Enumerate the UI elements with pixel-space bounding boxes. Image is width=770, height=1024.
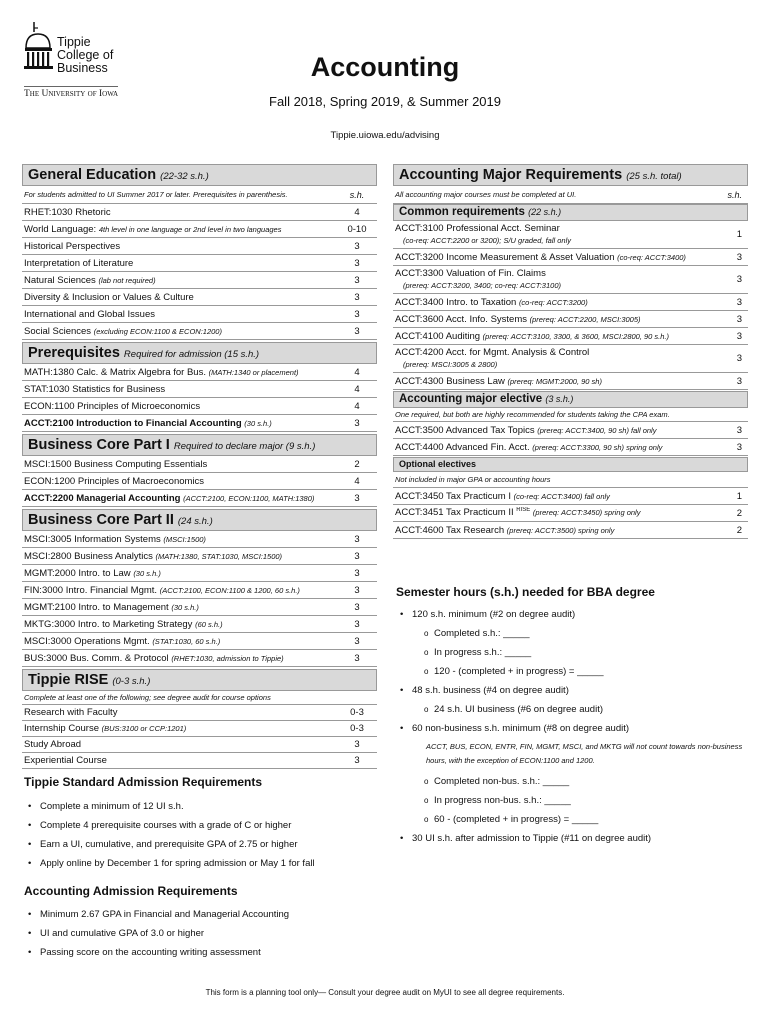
course-cell [22, 384, 337, 395]
course-row [393, 249, 748, 266]
elective-note: One required, but both are highly recommended for students taking the CPA exam. [395, 410, 670, 419]
course-row [22, 548, 377, 565]
course-note: (ACCT:2100, ECON:1100, MATH:1380) [183, 493, 315, 503]
sh-value: 3 [736, 424, 742, 436]
course-row [393, 522, 748, 539]
sh-value: 3 [354, 291, 360, 303]
course-name: ACCT:4100 Auditing [395, 330, 481, 342]
sh-value: 3 [354, 492, 360, 504]
course-cell [22, 755, 337, 766]
sh-value: 3 [354, 739, 360, 750]
course-note: (co-req: ACCT:3400) [617, 252, 686, 262]
course-note: (60 s.h.) [195, 619, 223, 629]
course-name: ECON:1200 Principles of Macroeconomics [24, 475, 205, 487]
course-name: MGMT:2000 Intro. to Law [24, 567, 131, 579]
course-note: (30 s.h.) [244, 418, 272, 428]
course-cell [22, 602, 337, 613]
course-row [393, 505, 748, 522]
course-name: ACCT:3600 Acct. Info. Systems [395, 313, 527, 325]
acct-admission-list [24, 905, 289, 962]
course-row [22, 582, 377, 599]
course-cell [22, 707, 337, 718]
major-title: Accounting Major Requirements [399, 167, 623, 183]
admission-title: Tippie Standard Admission Requirements [24, 775, 263, 789]
semester-subitem: o In progress non-bus. s.h.: _____ [396, 791, 756, 810]
course-name: ACCT:3300 Valuation of Fin. Claims [395, 267, 546, 279]
gen-ed-sub: (22-32 s.h.) [160, 171, 209, 182]
course-cell [22, 476, 337, 487]
course-cell [393, 507, 708, 518]
common-title: Common requirements [399, 206, 525, 218]
sh-value: 3 [354, 325, 360, 337]
course-row [22, 565, 377, 582]
sh-label: s.h. [349, 189, 365, 200]
sh-value: 3 [736, 353, 742, 364]
course-row [393, 221, 748, 249]
course-cell [393, 442, 708, 453]
optional-note: Not included in major GPA or accounting hours [395, 475, 551, 484]
course-cell [22, 258, 337, 269]
course-cell [22, 534, 337, 545]
gen-ed-title: General Education [28, 167, 157, 183]
core1-header [22, 434, 377, 456]
course-cell [22, 619, 337, 630]
course-cell [22, 723, 337, 734]
course-name: Research with Faculty [24, 707, 118, 718]
course-row [22, 204, 377, 221]
course-row [393, 294, 748, 311]
sh-value: 3 [354, 257, 360, 269]
course-name: MKTG:3000 Intro. to Marketing Strategy [24, 618, 193, 630]
course-name: ACCT:3450 Tax Practicum I [395, 490, 511, 502]
course-row [22, 415, 377, 432]
sh-value: 3 [354, 417, 360, 429]
course-cell [22, 551, 337, 562]
course-name: Historical Perspectives [24, 240, 121, 252]
course-row [22, 753, 377, 769]
course-row [22, 473, 377, 490]
major-sub: (25 s.h. total) [626, 171, 682, 182]
gen-ed-header [22, 164, 377, 186]
semester-subitem: o In progress s.h.: _____ [396, 643, 756, 662]
course-note: (30 s.h.) [171, 602, 199, 612]
course-name: ACCT:3200 Income Measurement & Asset Valuation [395, 251, 615, 263]
semester-subitem: o 60 - (completed + in progress) = _____ [396, 810, 756, 829]
course-name: Interpretation of Literature [24, 257, 134, 269]
core2-sub: (24 s.h.) [177, 516, 213, 527]
sh-value: 3 [354, 755, 360, 766]
sh-value: 3 [354, 550, 360, 562]
course-cell [22, 739, 337, 750]
sh-value: 3 [354, 584, 360, 596]
course-cell [393, 314, 708, 325]
sh-value: 4 [354, 400, 360, 412]
course-note: (lab not required) [98, 275, 156, 285]
advising-website[interactable]: Tippie.uiowa.edu/advising [330, 130, 440, 141]
course-cell [393, 525, 708, 536]
course-cell [22, 309, 337, 320]
course-row [22, 398, 377, 415]
course-cell [22, 326, 337, 337]
course-row [22, 737, 377, 753]
semester-list [396, 605, 756, 848]
gen-ed-note: For students admitted to UI Summer 2017 or later. Prerequisites in parenthesis. [24, 190, 288, 199]
course-cell [22, 401, 337, 412]
elective-header [393, 391, 748, 408]
course-row [22, 306, 377, 323]
sh-value: 1 [736, 229, 742, 240]
terms-subtitle: Fall 2018, Spring 2019, & Summer 2019 [269, 94, 501, 109]
sh-value: 3 [354, 652, 360, 664]
course-note: 4th level in one language or 2nd level in two languages [98, 224, 282, 234]
semester-subitem: o 120 - (completed + in progress) = _____ [396, 662, 756, 681]
elective-note-row [393, 408, 748, 422]
course-note: (co-req: ACCT:2200 or 3200); S/U graded, fall only [403, 235, 571, 245]
course-cell [22, 418, 337, 429]
requirement-item: • Minimum 2.67 GPA in Financial and Managerial Accounting [24, 905, 289, 924]
core2-header [22, 509, 377, 531]
course-note: (prereq: ACCT:3400, 90 sh) fall only [537, 425, 657, 435]
course-name: ACCT:4300 Business Law [395, 375, 505, 387]
course-note: (RHET:1030, admission to Tippie) [171, 653, 284, 663]
course-row [22, 221, 377, 238]
course-note: (MSCI:1500) [163, 534, 206, 544]
sh-value: 3 [736, 296, 742, 308]
course-name: ACCT:4400 Advanced Fin. Acct. [395, 441, 530, 453]
semester-item: • 60 non-business s.h. minimum (#8 on degree audit) [396, 719, 756, 738]
course-name: MSCI:1500 Business Computing Essentials [24, 458, 208, 470]
course-cell [22, 207, 337, 218]
requirement-item: • Complete 4 prerequisite courses with a grade of C or higher [24, 816, 315, 835]
course-name: MGMT:2100 Intro. to Management [24, 601, 169, 613]
course-note: (STAT:1030, 60 s.h.) [152, 636, 221, 646]
course-name: MSCI:2800 Business Analytics [24, 550, 153, 562]
course-cell [22, 585, 337, 596]
course-cell [22, 636, 337, 647]
course-name: Internship Course [24, 723, 99, 734]
course-name: World Language: [24, 223, 97, 235]
course-row [22, 289, 377, 306]
course-note: (prereq: ACCT:3500) spring only [506, 525, 615, 535]
sh-value: 3 [354, 308, 360, 320]
sh-value: 2 [354, 458, 360, 470]
major-header [393, 164, 748, 186]
course-cell [393, 252, 708, 263]
course-row [22, 323, 377, 340]
course-note: (co-req: ACCT:3200) [518, 297, 588, 307]
course-cell [393, 347, 708, 371]
course-note: (prereq: MGMT:2000, 90 sh) [507, 376, 602, 386]
right-column [393, 164, 748, 539]
course-row [22, 238, 377, 255]
course-name: ACCT:2100 Introduction to Financial Accounting [24, 417, 242, 429]
course-name: STAT:1030 Statistics for Business [24, 383, 166, 395]
course-row [22, 633, 377, 650]
sh-value: 2 [736, 507, 742, 519]
sh-value: 3 [354, 618, 360, 630]
sh-value: 3 [354, 240, 360, 252]
footer-note: This form is a planning tool only— Consult your degree audit on MyUI to see all degree requirements. [205, 988, 565, 997]
course-cell [393, 376, 708, 387]
course-cell [22, 493, 337, 504]
course-name: ACCT:3451 Tax Practicum II [395, 507, 514, 519]
semester-subitem: o 24 s.h. UI business (#6 on degree audit) [396, 700, 756, 719]
course-cell [22, 568, 337, 579]
course-cell [393, 223, 708, 247]
course-name: Diversity & Inclusion or Values & Culture [24, 291, 194, 303]
course-name: ACCT:4600 Tax Research [395, 524, 505, 536]
course-name: Study Abroad [24, 739, 82, 750]
logo-line-1: Tippie [57, 35, 91, 49]
course-cell [22, 367, 337, 378]
course-note: (excluding ECON:1100 & ECON:1200) [93, 326, 222, 336]
semester-item: • 48 s.h. business (#4 on degree audit) [396, 681, 756, 700]
elective-sub: (3 s.h.) [545, 394, 574, 404]
course-row [22, 721, 377, 737]
course-name: ACCT:2200 Managerial Accounting [24, 492, 181, 504]
semester-item: • 120 s.h. minimum (#2 on degree audit) [396, 605, 756, 624]
course-note: (prereq: ACCT:3300, 90 sh) spring only [532, 442, 663, 452]
sh-value: 3 [736, 441, 742, 453]
course-row [22, 456, 377, 473]
course-name: ECON:1100 Principles of Microeconomics [24, 400, 201, 412]
course-note: (prereq: ACCT:3200, 3400; co-req: ACCT:3100) [403, 280, 561, 290]
course-cell [22, 459, 337, 470]
course-row [22, 381, 377, 398]
course-row [393, 488, 748, 505]
left-column [22, 164, 377, 769]
prereq-title: Prerequisites [28, 345, 120, 361]
core1-sub: Required to declare major (9 s.h.) [173, 441, 316, 452]
course-row [22, 616, 377, 633]
course-note: (BUS:3100 or CCP:1201) [101, 724, 187, 733]
course-row [22, 255, 377, 272]
sh-value: 4 [354, 206, 360, 218]
sh-value: 1 [736, 490, 742, 502]
elective-title: Accounting major elective [399, 393, 543, 405]
sh-value: 3 [736, 313, 742, 325]
course-name: Social Sciences [24, 325, 92, 337]
logo-line-2: College of [57, 48, 114, 62]
rise-superscript: RISE [516, 507, 531, 514]
course-name: MATH:1380 Calc. & Matrix Algebra for Bus. [24, 366, 206, 378]
requirement-item: • Complete a minimum of 12 UI s.h. [24, 797, 315, 816]
sh-value: 3 [354, 533, 360, 545]
course-cell [393, 331, 708, 342]
course-row [22, 599, 377, 616]
logo-line-3: Business [57, 61, 108, 75]
sh-value: 4 [354, 366, 360, 378]
requirement-item: • UI and cumulative GPA of 3.0 or higher [24, 924, 289, 943]
course-row [22, 531, 377, 548]
course-row [22, 364, 377, 381]
course-row [393, 373, 748, 390]
rise-note: Complete at least one of the following; see degree audit for course options [24, 693, 271, 702]
admission-list [24, 797, 315, 873]
course-name: MSCI:3000 Operations Mgmt. [24, 635, 150, 647]
course-row [393, 328, 748, 345]
requirement-item: • Earn a UI, cumulative, and prerequisite GPA of 2.75 or higher [24, 835, 315, 854]
major-note-row [393, 186, 748, 204]
course-name: Natural Sciences [24, 274, 96, 286]
semester-subitem: o Completed non-bus. s.h.: _____ [396, 772, 756, 791]
semester-item: • 30 UI s.h. after admission to Tippie (#11 on degree audit) [396, 829, 756, 848]
course-note: (prereq: ACCT:3100, 3300, & 3600, MSCI:2800, 90 s.h.) [482, 331, 670, 341]
course-note: (ACCT:2100, ECON:1100 & 1200, 60 s.h.) [159, 585, 300, 595]
course-cell [22, 275, 337, 286]
course-note: (co-req: ACCT:3400) fall only [513, 491, 610, 501]
course-name: ACCT:3400 Intro. to Taxation [395, 296, 517, 308]
course-row [393, 311, 748, 328]
course-cell [393, 268, 708, 292]
sh-value: 2 [736, 524, 742, 536]
course-row [22, 705, 377, 721]
course-cell [393, 297, 708, 308]
page-title: Accounting [310, 52, 460, 82]
prereq-header [22, 342, 377, 364]
requirement-item: • Passing score on the accounting writing assessment [24, 943, 289, 962]
course-note: (MATH:1340 or placement) [208, 367, 299, 377]
rise-note-row [22, 691, 377, 705]
course-row [393, 439, 748, 456]
semester-subitem: o Completed s.h.: _____ [396, 624, 756, 643]
sh-value: 3 [354, 635, 360, 647]
sh-value: 0-3 [350, 723, 364, 734]
core1-title: Business Core Part I [28, 437, 170, 453]
course-name: ACCT:4200 Acct. for Mgmt. Analysis & Control [395, 346, 590, 358]
rise-title: Tippie RISE [28, 672, 109, 688]
course-note: (prereq: ACCT:3450) spring only [532, 508, 641, 518]
course-row [22, 490, 377, 507]
course-row [393, 266, 748, 294]
acct-admission-title: Accounting Admission Requirements [24, 884, 238, 898]
course-cell [22, 241, 337, 252]
course-note: (MATH:1380, STAT:1030, MSCI:1500) [155, 551, 283, 561]
gen-ed-note-row [22, 186, 377, 204]
rise-sub: (0-3 s.h.) [112, 676, 151, 687]
sh-value: 4 [354, 383, 360, 395]
major-note: All accounting major courses must be completed at UI. [395, 190, 577, 199]
common-header [393, 204, 748, 221]
course-row [393, 422, 748, 439]
rise-header [22, 669, 377, 691]
course-name: MSCI:3005 Information Systems [24, 533, 161, 545]
course-name: Experiential Course [24, 755, 107, 766]
sh-value: 3 [736, 330, 742, 342]
course-name: RHET:1030 Rhetoric [24, 206, 111, 218]
course-row [22, 650, 377, 667]
course-name: FIN:3000 Intro. Financial Mgmt. [24, 584, 158, 596]
course-note: (30 s.h.) [133, 568, 161, 578]
major-sh-label: s.h. [727, 189, 742, 200]
course-row [393, 345, 748, 373]
course-name: ACCT:3500 Advanced Tax Topics [395, 424, 535, 436]
course-row [22, 272, 377, 289]
sh-value: 4 [354, 475, 360, 487]
course-cell [393, 491, 708, 502]
optional-note-row [393, 472, 748, 488]
sh-value: 3 [354, 567, 360, 579]
semester-title: Semester hours (s.h.) needed for BBA degree [396, 585, 655, 599]
course-name: BUS:3000 Bus. Comm. & Protocol [24, 652, 169, 664]
sh-value: 0-3 [350, 707, 364, 718]
course-name: International and Global Issues [24, 308, 155, 320]
university-name: The University of Iowa [24, 86, 118, 99]
course-note: (prereq: MSCI:3005 & 2800) [403, 359, 498, 369]
sh-value: 0-10 [347, 223, 367, 235]
sh-value: 3 [736, 251, 742, 263]
requirement-item: • Apply online by December 1 for spring admission or May 1 for fall [24, 854, 315, 873]
core2-title: Business Core Part II [28, 512, 174, 528]
course-cell [22, 653, 337, 664]
sh-value: 3 [736, 375, 742, 387]
course-name: ACCT:3100 Professional Acct. Seminar [395, 222, 560, 234]
course-cell [22, 292, 337, 303]
sh-value: 3 [736, 274, 742, 285]
prereq-sub: Required for admission (15 s.h.) [123, 349, 260, 360]
non-business-note: ACCT, BUS, ECON, ENTR, FIN, MGMT, MSCI, and MKTG will not count towards non-business hours, with the exception of ECON:1100 and 1200. [426, 742, 743, 765]
common-sub: (22 s.h.) [528, 207, 562, 217]
course-cell [22, 224, 337, 235]
course-cell [393, 425, 708, 436]
sh-value: 3 [354, 601, 360, 613]
sh-value: 3 [354, 274, 360, 286]
course-note: (prereq: ACCT:2200, MSCI:3005) [529, 314, 641, 324]
optional-header: Optional electives [393, 457, 748, 472]
